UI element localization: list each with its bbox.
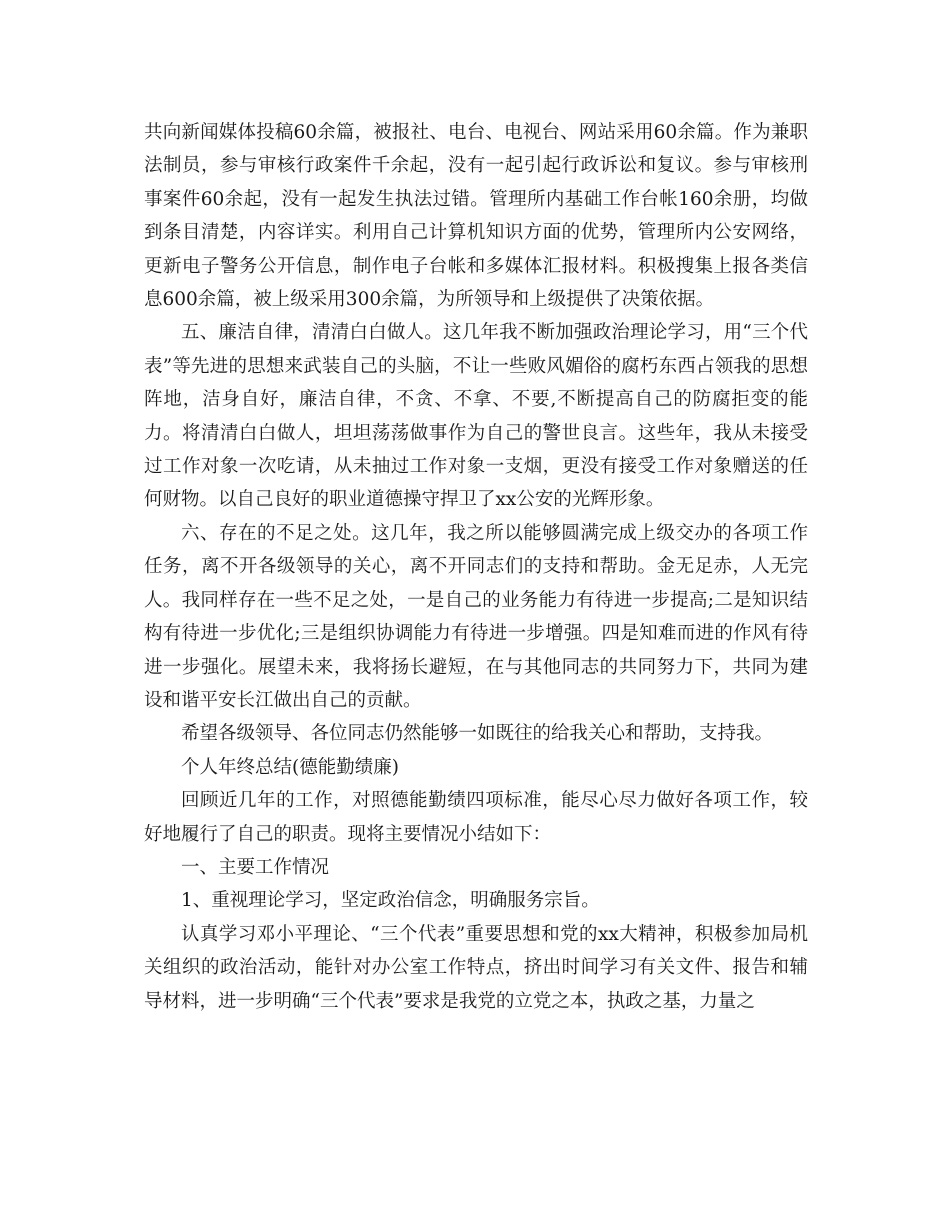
heading-main-work: 一、主要工作情况 [181, 856, 330, 878]
paragraph-integrity: 五、廉洁自律，清清白白做人。这几年我不断加强政治理论学习，用“三个代表”等先进的思想来武装自己的头脑，不让一些败风媚俗的腐朽东西占领我的思想阵地，洁身自好，廉洁自律，不贪、不拿、不要,不断提高自己的防腐拒变的能力。将清清白白做人，坦坦荡荡做事作为自己的警世良言。这些年，我从未接受过工作对象一次吃请，从未抽过工作对象一支烟，更没有接受工作对象赠送的任何财物。以自己良好的职业道德操守捍卫了xx公安的光辉形象。 [144, 322, 808, 511]
paragraph-shortcomings: 六、存在的不足之处。这几年，我之所以能够圆满完成上级交办的各项工作任务，离不开各级领导的关心，离不开同志们的支持和帮助。金无足赤，人无完人。我同样存在一些不足之处，一是自己的业务能力有待进一步提高;二是知识结构有待进一步优化;三是组织协调能力有待进一步增强。四是知难而进的作风有待进一步强化。展望未来，我将扬长避短，在与其他同志的共同努力下，共同为建设和谐平安长江做出自己的贡献。 [144, 522, 808, 711]
document-body [144, 116, 808, 1018]
paragraph-work-stats: 共向新闻媒体投稿60余篇，被报社、电台、电视台、网站采用60余篇。作为兼职法制员，参与审核行政案件千余起，没有一起引起行政诉讼和复议。参与审核刑事案件60余起，没有一起发生执法过错。管理所内基础工作台帐160余册，均做到条目清楚，内容详实。利用自己计算机知识方面的优势，管理所内公安网络，更新电子警务公开信息，制作电子台帐和多媒体汇报材料。积极搜集上报各类信息600余篇，被上级采用300余篇，为所领导和上级提供了决策依据。 [144, 122, 808, 311]
subheading-theory-study: 1、重视理论学习，坚定政治信念，明确服务宗旨。 [181, 890, 600, 912]
paragraph-study-details: 认真学习邓小平理论、“三个代表”重要思想和党的xx大精神，积极参加局机关组织的政治活动，能针对办公室工作特点，挤出时间学习有关文件、报告和辅导材料，进一步明确“三个代表”要求是我党的立党之本，执政之基，力量之 [144, 923, 808, 1012]
section-title-annual-summary: 个人年终总结(德能勤绩廉) [181, 756, 399, 778]
paragraph-review: 回顾近几年的工作，对照德能勤绩四项标准，能尽心尽力做好各项工作，较好地履行了自己的职责。现将主要情况小结如下： [144, 790, 808, 845]
paragraph-hope: 希望各级领导、各位同志仍然能够一如既往的给我关心和帮助，支持我。 [181, 723, 774, 745]
